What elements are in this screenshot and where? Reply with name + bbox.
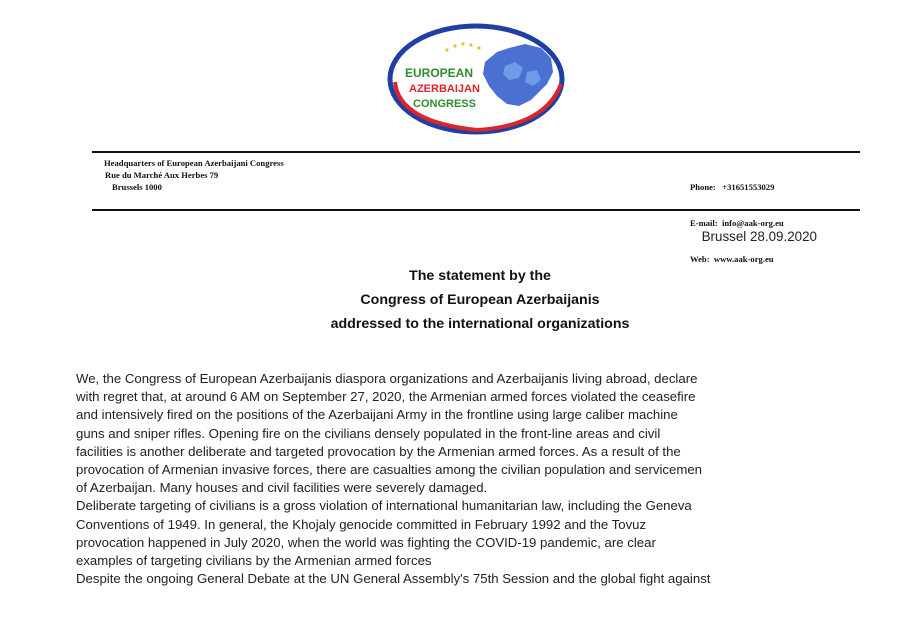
contact-web: Web: www.aak-org.eu — [690, 254, 774, 264]
body-line: guns and sniper rifles. Opening fire on the civilians densely populated in the front-line areas and civil — [76, 425, 661, 441]
logo-line-european: EUROPEAN — [405, 66, 474, 80]
title-line: addressed to the international organizations — [330, 316, 630, 332]
body-line: Deliberate targeting of civilians is a gross violation of international humanitarian law, including the Geneva — [76, 498, 692, 514]
organization-logo — [385, 22, 567, 136]
statement-body — [76, 370, 866, 588]
body-line: Despite the ongoing General Debate at the UN General Assembly's 75th Session and the global fight against — [76, 571, 711, 587]
body-line: and intensively fired on the positions of the Azerbaijani Army in the frontline using large caliber machine — [76, 407, 678, 423]
address-line: Headquarters of European Azerbaijani Congress — [104, 158, 284, 168]
document-title — [0, 264, 924, 336]
body-line: Conventions of 1949. In general, the Khojaly genocide committed in February 1992 and the Tovuz — [76, 516, 647, 532]
body-line: provocation of Armenian invasive forces, there are casualties among the civilian population and servicemen — [76, 462, 703, 478]
headquarters-address — [104, 157, 284, 193]
header-top-divider — [92, 151, 860, 153]
logo-line-congress: CONGRESS — [413, 98, 476, 110]
contact-email: E-mail: info@aak-org.eu — [690, 218, 784, 228]
body-line: facilities is another deliberate and targeted provocation by the Armenian armed forces. As a result of the — [76, 443, 681, 459]
logo-line-azerbaijan: AZERBAIJAN — [409, 83, 480, 95]
body-line: of Azerbaijan. Many houses and civil facilities were severely damaged. — [76, 480, 488, 496]
body-line: We, the Congress of European Azerbaijanis diaspora organizations and Azerbaijanis living abroad, declare — [76, 371, 698, 386]
body-line: examples of targeting civilians by the Armenian armed forces — [76, 553, 432, 569]
header-bottom-divider — [92, 209, 860, 211]
document-date: Brussel 28.09.2020 — [701, 229, 817, 244]
body-line: with regret that, at around 6 AM on September 27, 2020, the Armenian armed forces violated the ceasefire — [76, 389, 696, 405]
title-line: The statement by the — [409, 268, 551, 284]
contact-phone: Phone: +31651553029 — [690, 182, 775, 192]
address-line: Rue du Marché Aux Herbes 79 — [105, 170, 219, 180]
contact-info — [690, 157, 784, 277]
title-line: Congress of European Azerbaijanis — [360, 292, 600, 308]
address-line: Brussels 1000 — [112, 182, 162, 192]
body-line: provocation happened in July 2020, when the world was fighting the COVID-19 pandemic, are clear — [76, 534, 656, 550]
